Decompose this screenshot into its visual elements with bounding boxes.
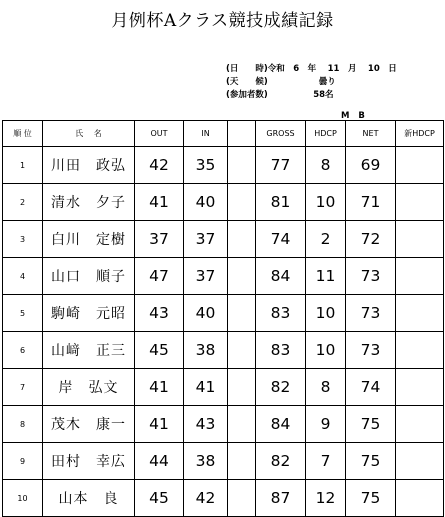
header-net: NET [346,121,396,147]
cell-out: 41 [135,369,184,406]
weather-line: (天 候) 曇り [226,77,336,87]
cell-blank [228,406,256,443]
cell-out: 45 [135,332,184,369]
score-table [2,120,444,517]
cell-new-hdcp [396,406,444,443]
cell-out: 41 [135,184,184,221]
cell-net: 73 [346,295,396,332]
cell-rank: 8 [3,406,43,443]
cell-out: 43 [135,295,184,332]
cell-in: 41 [184,369,228,406]
cell-new-hdcp [396,221,444,258]
cell-rank: 7 [3,369,43,406]
cell-in: 38 [184,332,228,369]
cell-rank: 4 [3,258,43,295]
cell-new-hdcp [396,258,444,295]
cell-out: 44 [135,443,184,480]
cell-blank [228,221,256,258]
header-hdcp: HDCP [306,121,346,147]
participants-line: (参加者数) 58名 [226,90,334,100]
cell-gross: 82 [256,443,306,480]
cell-net: 73 [346,332,396,369]
date-line: (日 時)令和 6 年 11 月 10 日 [226,64,397,74]
page-title: 月例杯Aクラス競技成績記録 [111,11,334,31]
cell-blank [228,184,256,221]
cell-new-hdcp [396,184,444,221]
table-row [3,147,444,184]
cell-in: 43 [184,406,228,443]
cell-name: 山口 順子 [43,258,135,295]
cell-net: 75 [346,480,396,517]
cell-name: 川田 政弘 [43,147,135,184]
cell-gross: 77 [256,147,306,184]
cell-name: 岸 弘文 [43,369,135,406]
cell-in: 40 [184,295,228,332]
header-row [3,121,444,147]
cell-blank [228,443,256,480]
cell-net: 72 [346,221,396,258]
cell-in: 37 [184,221,228,258]
cell-gross: 84 [256,258,306,295]
header-blank [228,121,256,147]
cell-gross: 83 [256,332,306,369]
cell-hdcp: 8 [306,147,346,184]
cell-new-hdcp [396,369,444,406]
cell-gross: 84 [256,406,306,443]
cell-hdcp: 10 [306,184,346,221]
table-row [3,369,444,406]
table-row [3,184,444,221]
cell-rank: 5 [3,295,43,332]
cell-blank [228,332,256,369]
cell-out: 45 [135,480,184,517]
cell-new-hdcp [396,443,444,480]
cell-name: 山本 良 [43,480,135,517]
table-row [3,258,444,295]
cell-in: 35 [184,147,228,184]
cell-blank [228,295,256,332]
cell-hdcp: 8 [306,369,346,406]
cell-new-hdcp [396,332,444,369]
cell-net: 69 [346,147,396,184]
table-row [3,443,444,480]
cell-hdcp: 2 [306,221,346,258]
cell-gross: 82 [256,369,306,406]
cell-blank [228,369,256,406]
cell-rank: 9 [3,443,43,480]
table-row [3,332,444,369]
cell-gross: 81 [256,184,306,221]
cell-out: 47 [135,258,184,295]
cell-new-hdcp [396,295,444,332]
cell-gross: 74 [256,221,306,258]
header-name: 氏 名 [43,121,135,147]
cell-rank: 6 [3,332,43,369]
mb-label: M B [341,111,368,121]
table-row [3,221,444,258]
cell-in: 40 [184,184,228,221]
cell-in: 37 [184,258,228,295]
header-out: OUT [135,121,184,147]
header-in: IN [184,121,228,147]
table-row [3,295,444,332]
cell-rank: 10 [3,480,43,517]
cell-hdcp: 9 [306,406,346,443]
cell-blank [228,147,256,184]
cell-net: 75 [346,406,396,443]
cell-name: 茂木 康一 [43,406,135,443]
cell-name: 白川 定樹 [43,221,135,258]
cell-net: 75 [346,443,396,480]
cell-in: 42 [184,480,228,517]
cell-name: 清水 夕子 [43,184,135,221]
cell-out: 41 [135,406,184,443]
table-row [3,406,444,443]
cell-in: 38 [184,443,228,480]
cell-hdcp: 10 [306,295,346,332]
cell-rank: 1 [3,147,43,184]
cell-net: 73 [346,258,396,295]
table-row [3,480,444,517]
cell-gross: 83 [256,295,306,332]
cell-net: 74 [346,369,396,406]
cell-name: 山﨑 正三 [43,332,135,369]
cell-gross: 87 [256,480,306,517]
cell-hdcp: 10 [306,332,346,369]
cell-out: 42 [135,147,184,184]
header-rank: 順 位 [3,121,43,147]
cell-new-hdcp [396,480,444,517]
cell-hdcp: 7 [306,443,346,480]
cell-rank: 2 [3,184,43,221]
cell-blank [228,258,256,295]
cell-hdcp: 11 [306,258,346,295]
header-new-hdcp: 新HDCP [396,121,444,147]
cell-name: 田村 幸広 [43,443,135,480]
cell-new-hdcp [396,147,444,184]
cell-rank: 3 [3,221,43,258]
cell-out: 37 [135,221,184,258]
cell-hdcp: 12 [306,480,346,517]
header-gross: GROSS [256,121,306,147]
cell-net: 71 [346,184,396,221]
cell-name: 駒崎 元昭 [43,295,135,332]
cell-blank [228,480,256,517]
